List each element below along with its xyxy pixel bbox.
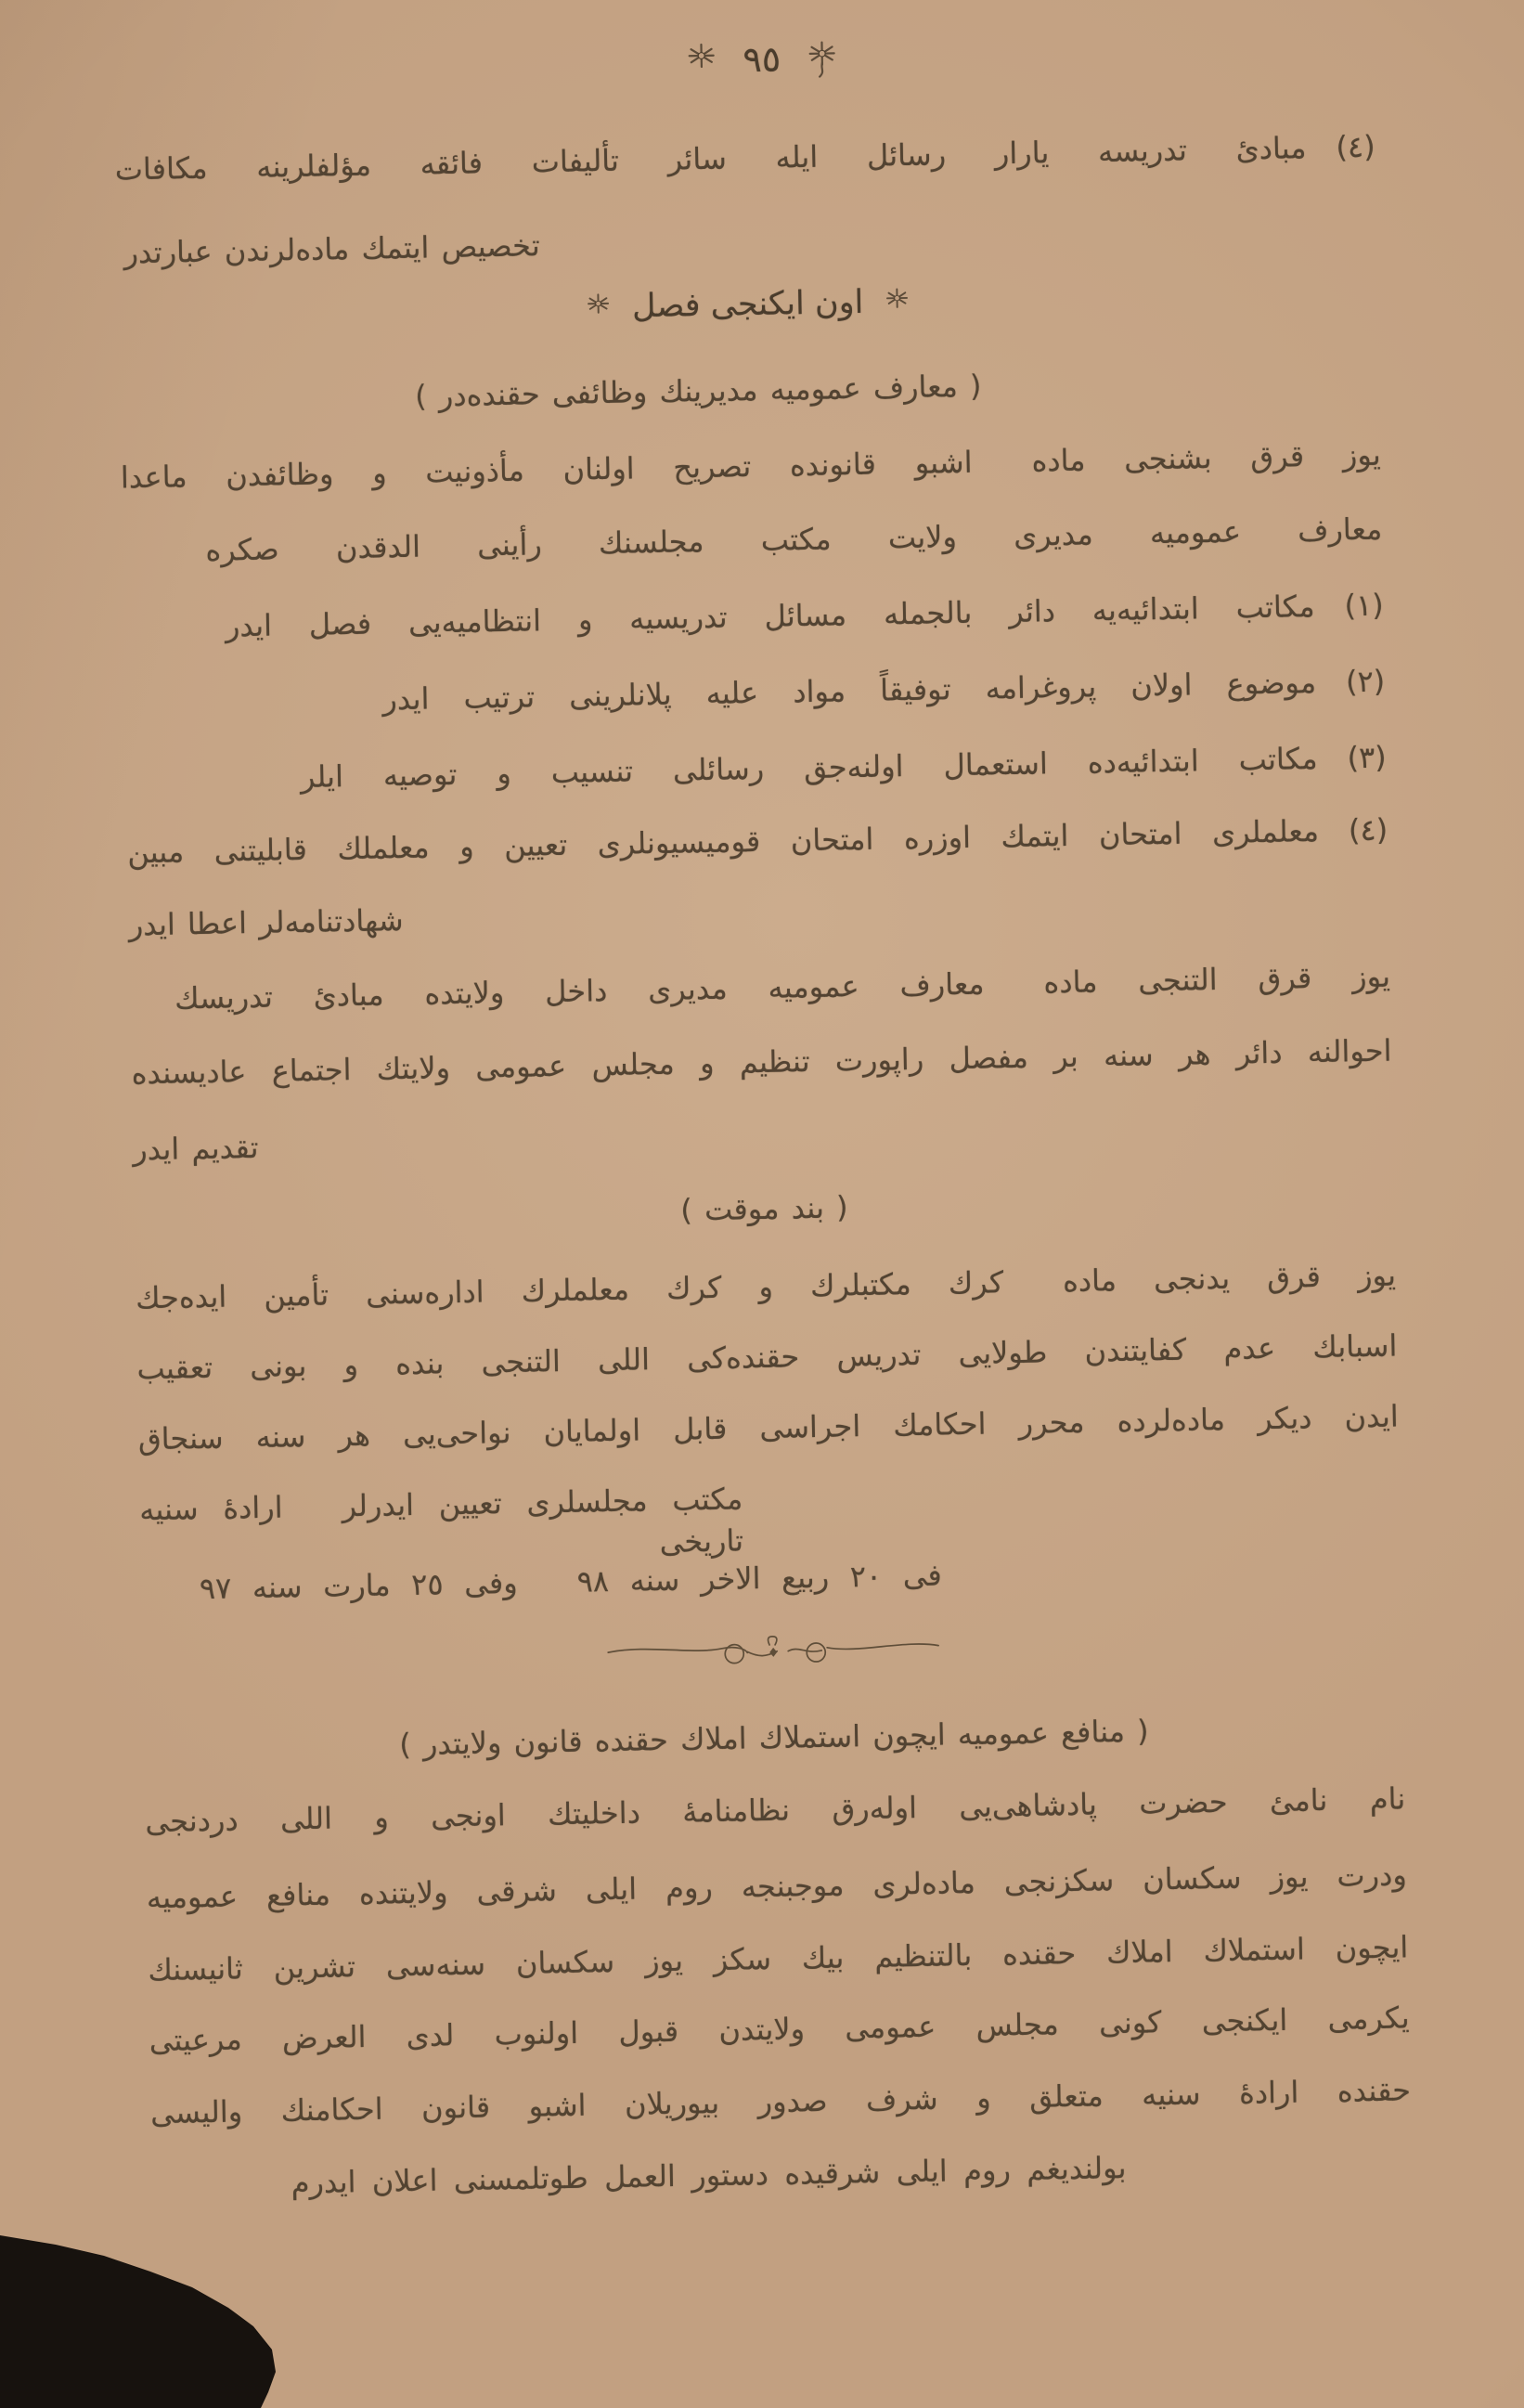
law-heading: ( منافع عموميه ايچون استملاك املاك حقنده قانون ولايتدر ) — [398, 1713, 1149, 1763]
page-header — [0, 25, 1524, 94]
item4-line-1: (٤) مبادئ تدريسه يارار رسائل ايله سائر تأليفات فائقه مؤلفلرينه مكافات — [114, 128, 1375, 188]
law-line-4: يكرمى ايكنجى كونى مجلس عمومى ولايتدن قبول اولنوب لدى العرض مرعيتى — [149, 2000, 1410, 2059]
article-145-item-4-continuation: شهادتنامه‌لر اعطا ايدر — [128, 902, 405, 943]
page-number: ٩٥ — [742, 38, 781, 81]
floral-ornament-icon — [685, 41, 717, 81]
article-146-continuation: تقديم ايدر — [132, 1129, 259, 1168]
law-line-3: ايچون استملاك املاك حقنده بالتنظيم بيك سكز يوز سكسان سنه‌سى تشرين ثانيسنك — [148, 1929, 1409, 1988]
floral-ornament-icon — [586, 291, 613, 324]
date-line: فى ٢٠ ربيع الاخر سنه ٩٨ وفى ٢٥ مارت سنه ٩٧ — [199, 1557, 943, 1607]
floral-ornament-icon — [884, 286, 911, 318]
law-line-1: نام نامئ حضرت پادشاهى‌يى اوله‌رق نظامنامهٔ داخليتك اونجى و اللى دردنجى — [145, 1780, 1406, 1840]
article-147-line-3: ايدن ديكر ماده‌لرده محرر احكامك اجراسى قابل اولمايان نواحى‌يى هر سنه سنجاق — [137, 1398, 1400, 1457]
provisional-clause-heading: ( بند موقت ) — [680, 1189, 848, 1228]
article-147-line-1: يوز قرق يدنجى ماده كرك مكتبلرك و كرك معلملرك اداره‌سنى تأمين ايده‌جك — [135, 1257, 1397, 1316]
article-147-line-2: اسبابك عدم كفايتندن طولايى تدريس حقنده‌كى اللى التنجى بنده و بونى تعقيب — [136, 1327, 1398, 1387]
article-147-line-4: مكتب مجلسلرى تعيين ايدرلر ارادهٔ سنيه تاريخى — [138, 1481, 744, 1560]
article-145-line-1: يوز قرق بشنجى ماده اشبو قانونده تصريح اولنان مأذونيت و وظائفدن ماعدا — [120, 436, 1382, 496]
item4-line-2: تخصيص ايتمك ماده‌لرندن عبارتدر — [123, 227, 540, 271]
law-line-2: ودرت يوز سكسان سكزنجى ماده‌لرى موجبنجه روم ايلى شرقى ولايتنده منافع عموميه — [146, 1857, 1408, 1916]
article-145-line-2: معارف عموميه مديرى ولايت مكتب مجلسنك رأينى الدقدن صكره — [205, 511, 1383, 568]
chapter-title: اون ايكنجى فصل — [631, 283, 864, 326]
article-145-item-4: (٤) معلملرى امتحان ايتمك اوزره امتحان قوميسيونلرى تعيين و معلملك قابليتنى مبين — [126, 811, 1388, 871]
law-line-5: حقنده ارادهٔ سنيه متعلق و شرف صدور بيوريلان اشبو قانون احكامنك واليسى — [149, 2072, 1412, 2131]
article-145-item-2: (٢) موضوع اولان پروغرامه توفيقاً مواد عليه پلانلرينى ترتيب ايدر — [381, 663, 1386, 718]
article-146-line-2: احوالنه دائر هر سنه بر مفصل راپورت تنظيم و مجلس عمومى ولايتك اجتماع عاديسنده — [131, 1032, 1392, 1092]
law-line-6: بولنديغم روم ايلى شرقيده دستور العمل طوتلمسنى اعلان ايدرم — [291, 2150, 1127, 2201]
article-145-item-3: (٣) مكاتب ابتدائيه‌ده استعمال اولنه‌جق رسائلى تنسيب و توصيه ايلر — [300, 739, 1388, 796]
chapter-heading — [0, 272, 1510, 337]
divider-flourish-icon — [606, 1620, 941, 1671]
article-145-item-1: (١) مكاتب ابتدائيه‌يه دائر بالجمله مسائل تدريسيه و انتظاميه‌يى فصل ايدر — [225, 587, 1385, 644]
chapter-subtitle: ( معارف عموميه مديرينك وظائفى حقنده‌در ) — [414, 368, 982, 414]
floral-ornament-icon — [807, 38, 839, 78]
article-146-line-1: يوز قرق التنجى ماده معارف عموميه مديرى داخل ولايتده مبادئ تدريسك — [174, 958, 1391, 1016]
